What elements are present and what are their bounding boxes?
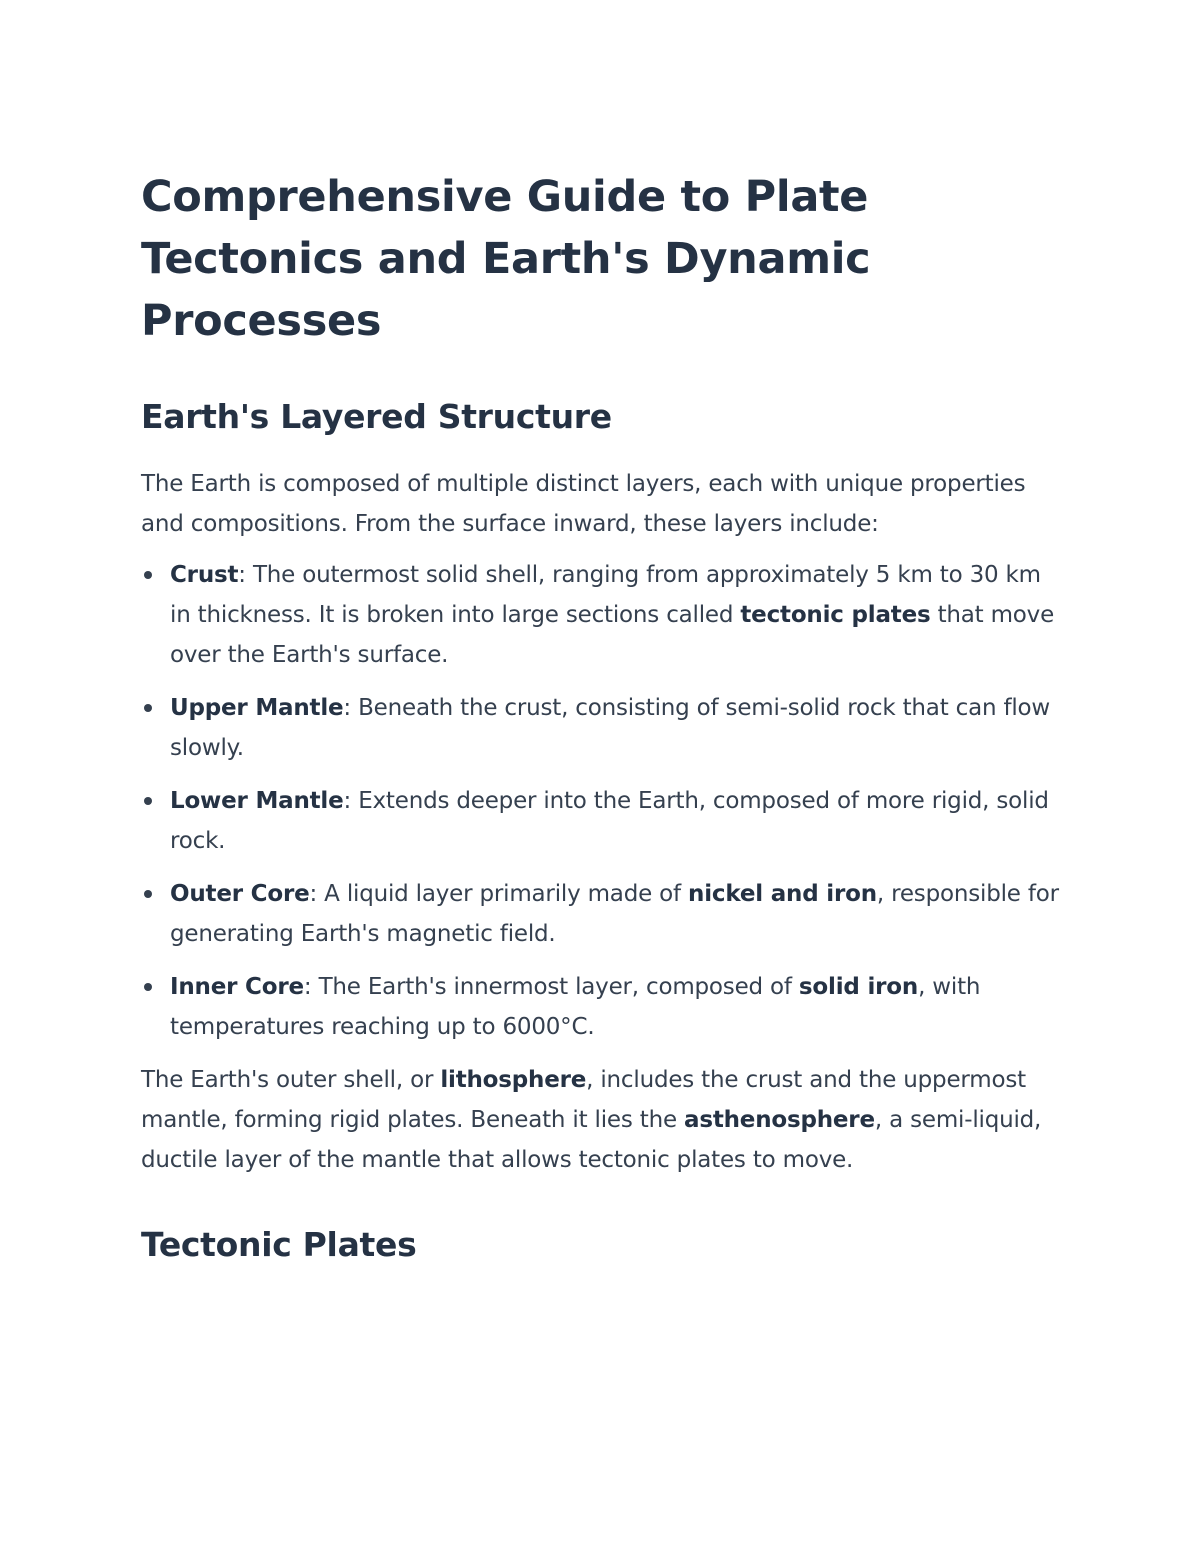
list-item-inner-core: Inner Core: The Earth's innermost layer, composed of solid iron, with temperatures reaching up to 6000°C. [141, 967, 1066, 1047]
list-item-lower-mantle: Lower Mantle: Extends deeper into the Earth, composed of more rigid, solid rock. [141, 781, 1066, 861]
upper-mantle-description: Beneath the crust, consisting of semi-solid rock that can flow slowly. [170, 695, 1051, 761]
bullet-icon [144, 797, 152, 805]
term-nickel-and-iron: nickel and iron [688, 881, 877, 907]
lower-mantle-description: Extends deeper into the Earth, composed of more rigid, solid rock. [170, 788, 1049, 854]
layers-list [141, 555, 1066, 1047]
bullet-icon [144, 571, 152, 579]
term-upper-mantle: Upper Mantle [170, 695, 344, 721]
term-solid-iron: solid iron [798, 974, 919, 1000]
term-lithosphere: lithosphere [440, 1067, 587, 1093]
document-page [141, 166, 1066, 1267]
list-item-outer-core: Outer Core: A liquid layer primarily made of nickel and iron, responsible for generating Earth's magnetic field. [141, 874, 1066, 954]
intro-paragraph: The Earth is composed of multiple distinct layers, each with unique properties and compositions. From the surface inward, these layers include: [141, 471, 1026, 537]
crust-description: The outermost solid shell, ranging from approximately 5 km to 30 km in thickness. It is broken into large sections called [170, 562, 1041, 628]
outer-shell-paragraph: The Earth's outer shell, or lithosphere, includes the crust and the uppermost mantle, forming rigid plates. Beneath it lies the asthenosphere, a semi-liquid, ductile layer of the mantle that allows tectonic plates to move. [141, 1067, 1042, 1173]
term-tectonic-plates: tectonic plates [740, 602, 931, 628]
bullet-icon [144, 890, 152, 898]
section-heading-layered-structure: Earth's Layered Structure [141, 397, 612, 436]
term-inner-core: Inner Core [170, 974, 304, 1000]
section-heading-tectonic-plates: Tectonic Plates [141, 1225, 417, 1264]
list-item-upper-mantle: Upper Mantle: Beneath the crust, consisting of semi-solid rock that can flow slowly. [141, 688, 1066, 768]
term-crust: Crust [170, 562, 239, 588]
list-item-crust: Crust: The outermost solid shell, ranging from approximately 5 km to 30 km in thickness. It is broken into large sections called tectonic plates that move over the Earth's surface. [141, 555, 1066, 675]
outer-core-description: A liquid layer primarily made of [324, 881, 689, 907]
bullet-icon [144, 983, 152, 991]
page-title: Comprehensive Guide to Plate Tectonics and Earth's Dynamic Processes [141, 172, 871, 346]
term-asthenosphere: asthenosphere [684, 1107, 875, 1133]
term-outer-core: Outer Core [170, 881, 310, 907]
inner-core-description: The Earth's innermost layer, composed of [318, 974, 799, 1000]
bullet-icon [144, 704, 152, 712]
term-lower-mantle: Lower Mantle [170, 788, 344, 814]
